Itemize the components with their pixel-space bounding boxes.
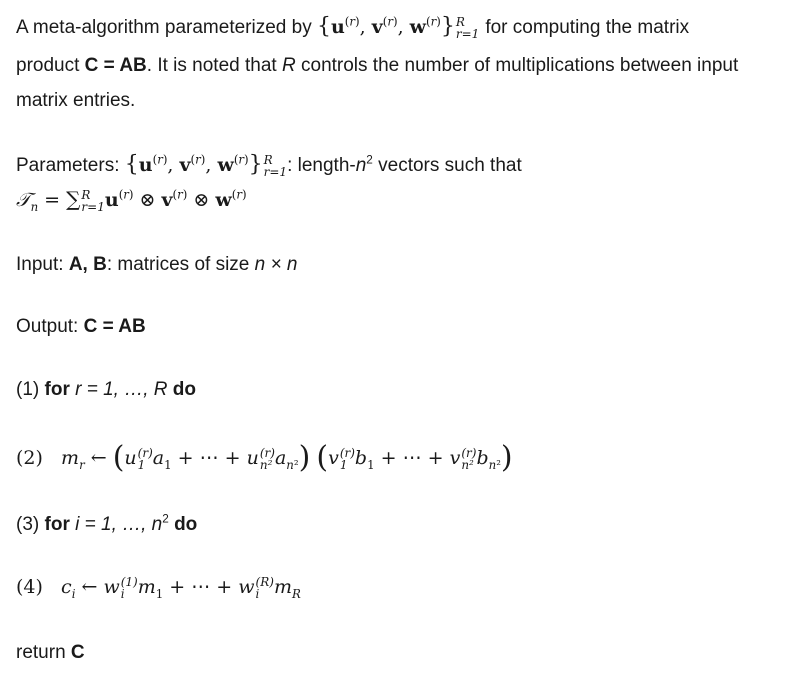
intro-text-1: A meta-algorithm parameterized by xyxy=(16,17,312,38)
input-size: n × n xyxy=(254,254,298,275)
intro-text-3: matrix entries. xyxy=(16,90,136,111)
params-after: : length- xyxy=(287,155,356,176)
return-val: C xyxy=(70,642,85,663)
step2-num: (2) xyxy=(16,447,43,469)
intro-R: R xyxy=(281,55,296,76)
step3-do: do xyxy=(174,514,198,535)
intro-line-3 xyxy=(16,90,135,112)
return-line xyxy=(16,642,85,664)
output-val: C = AB xyxy=(83,316,146,337)
return-kw: return xyxy=(16,642,66,663)
intro-line-2 xyxy=(16,55,738,77)
params-set-formula: {$u^{(r)}$, $v^{(r)}$, $w^{(r)}$} R r=1 xyxy=(124,152,288,179)
intro-line-1 xyxy=(16,14,689,40)
input-line xyxy=(16,254,297,276)
step1-num: (1) xyxy=(16,379,40,400)
step-3: (3) for i = 1, …, $n^2$ do xyxy=(16,512,198,535)
step3-cond: i = 1, …, n xyxy=(75,514,163,535)
step-4: (4) $c_i$ ← w (1) i $m_1$ + ⋯ + w (R) i $m_R$ xyxy=(16,575,301,601)
step3-for: for xyxy=(44,514,70,535)
tensor-formula: 𝒯$_n$ = ∑ R r=1 $u^{(r)}$ ⊗ $v^{(r)}$ ⊗ $w^{(r)}$ xyxy=(16,187,247,214)
step1-for: for xyxy=(44,379,70,400)
step-2: (2) $m_r$ ← (u (r) 1 $a_1$ + ⋯ + u (r) n² $a_{n^2}$) (v (r) 1 $b_1$ + ⋯ + v (r) n² $b_{n^2}$) xyxy=(16,440,513,475)
step4-num: (4) xyxy=(16,576,43,598)
param-set-formula: {$u^{(r)}$, $v^{(r)}$, $w^{(r)}$} R r=1 xyxy=(316,14,480,41)
intro-text-2: for computing the matrix xyxy=(485,17,690,38)
input-mats: A, B xyxy=(68,254,107,275)
params-label: Parameters: xyxy=(16,155,120,176)
intro-note: . It is noted that xyxy=(146,55,277,76)
step3-num: (3) xyxy=(16,514,40,535)
intro-note-rest: controls the number of multiplications between input xyxy=(301,55,739,76)
step1-cond: r = 1, …, R xyxy=(75,379,168,400)
intro-product-eq: C = AB xyxy=(84,55,147,76)
step-1 xyxy=(16,379,196,401)
params-vec-tail: vectors such that xyxy=(378,155,522,176)
input-label: Input: xyxy=(16,254,64,275)
input-rest: : matrices of size xyxy=(106,254,250,275)
output-label: Output: xyxy=(16,316,79,337)
intro-product-label: product xyxy=(16,55,80,76)
params-line: Parameters: {$u^{(r)}$, $v^{(r)}$, $w^{(r)}$} R r=1 : length-$n^2$ vectors such that xyxy=(16,152,522,179)
output-line xyxy=(16,316,146,338)
step1-do: do xyxy=(172,379,197,400)
